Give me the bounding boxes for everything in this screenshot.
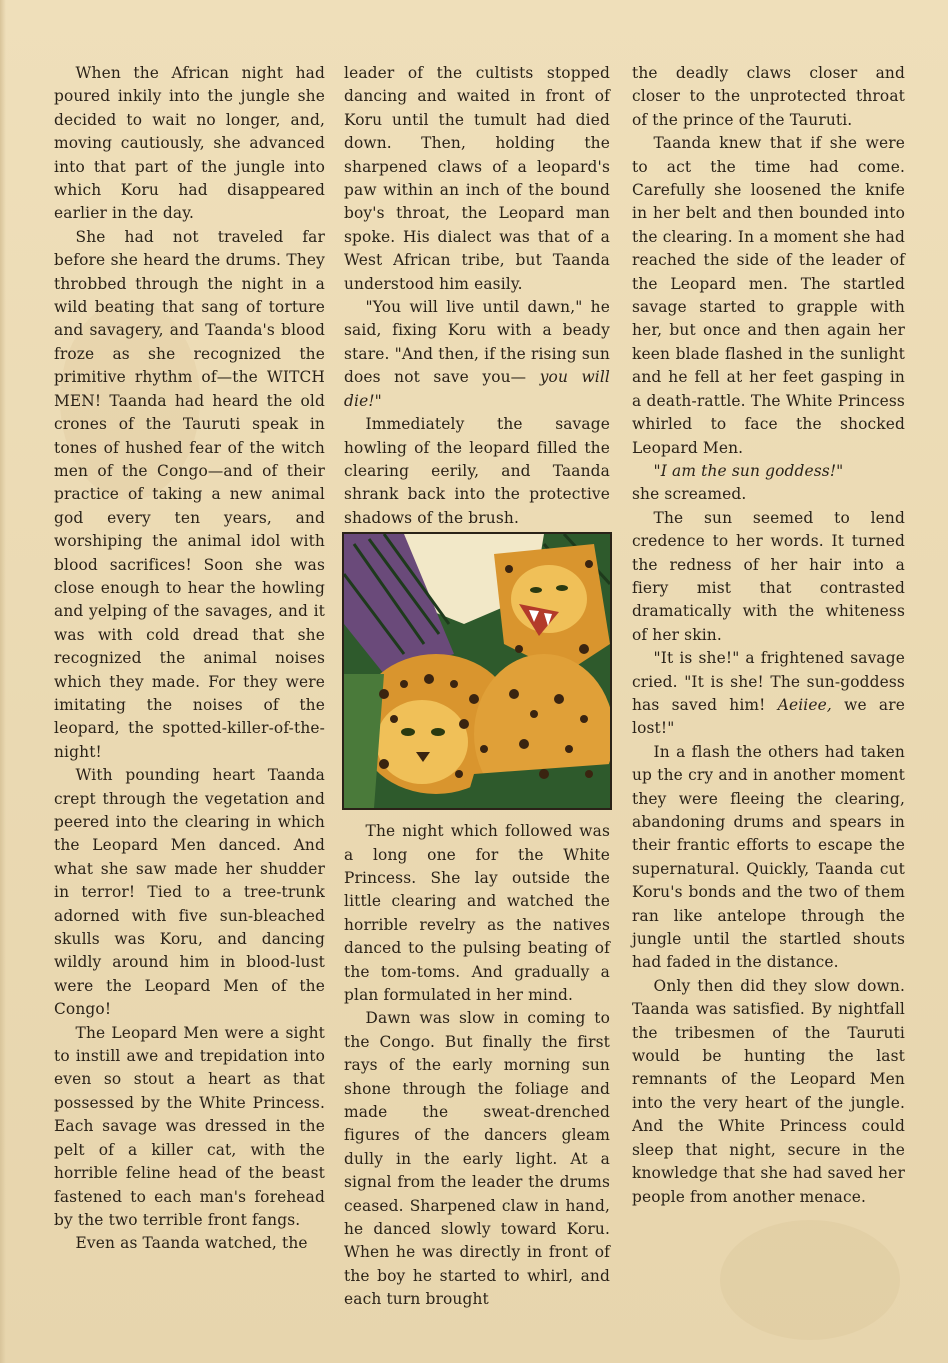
dialogue-text: "It is she!" a frightened savage cried. "It is she! The sun-goddess has saved him! [632, 649, 905, 714]
paper-stain [720, 1220, 900, 1340]
paragraph: She had not traveled far before she heard the drums. They throbbed through the night in a wild beating that sang of torture and savagery, and Taanda's blood froze as she recognized the primitive rhythm of—the WITCH MEN! Taanda had heard the old crones of the Tauruti speak in tones of hushed fear of the witch men of the Congo—and of their practice of taking a new animal god every ten years, and worshiping the animal idol with blood sacrifices! Soon she was close enough to hear the howling and yelping of the savages, and it was with cold dread that she recognized the animal noises which they made. For they were imitating the noises of the leopard, the spotted-killer-of-the-night! [54, 227, 325, 761]
paragraph [632, 460, 905, 507]
text-column-1 [54, 62, 325, 1256]
dialogue-text: "You will live until dawn," he said, fixing Koru with a beady stare. "And then, if the rising sun does not save you— [344, 298, 610, 387]
paragraph: When the African night had poured inkily into the jungle she decided to wait no longer, and, moving cautiously, she advanced into that part of the jungle into which Koru had disappeared earlier in the day. [54, 64, 325, 223]
paragraph: With pounding heart Taanda crept through the vegetation and peered into the clearing in which the Leopard Men danced. And what she saw made her shudder in terror! Tied to a tree-trunk adorned with five sun-bleached skulls was Koru, and dancing wildly around him in blood-lust were the Leopard Men of the Congo! [54, 766, 325, 1019]
leopard-image [344, 534, 610, 808]
paragraph: the deadly claws closer and closer to the unprotected throat of the prince of the Tauruti. [632, 64, 905, 129]
paragraph [632, 647, 905, 741]
paragraph-text: she screamed. [632, 485, 747, 504]
paragraph: Dawn was slow in coming to the Congo. But finally the first rays of the early morning sun shone through the foliage and made the sweat-drenched figures of the dancers gleam dully in the early light. At a signal from the leader the drums ceased. Sharpened claw in hand, he danced slowly toward Koru. When he was directly in front of the boy he started to whirl, and each turn brought [344, 1009, 610, 1309]
text-column-3 [632, 62, 905, 1209]
paragraph: Only then did they slow down. Taanda was satisfied. By nightfall the tribesmen of the Tauruti would be hunting the last remnants of the Leopard Men into the very heart of the jungle. And the White Princess could sleep that night, secure in the knowledge that she had saved her people from another menace. [632, 976, 905, 1206]
paragraph: The Leopard Men were a sight to instill awe and trepidation into even so stout a heart as that possessed by the White Princess. Each savage was dressed in the pelt of a killer cat, with the horrible feline head of the beast fastened to each man's forehead by the two terrible front fangs. [54, 1023, 325, 1229]
paragraph: The night which followed was a long one for the White Princess. She lay outside the little clearing and watched the horrible revelry as the natives danced to the pulsing beating of the tom-toms. And gradually a plan formulated in her mind. [344, 822, 610, 1004]
paragraph: Even as Taanda watched, the [75, 1234, 308, 1253]
leopard-illustration [342, 532, 612, 810]
paragraph: The sun seemed to lend credence to her words. It turned the redness of her hair into a fiery mist that contrasted dramatically with the whiteness of her skin. [632, 508, 905, 644]
paragraph: leader of the cultists stopped dancing and waited in front of Koru until the tumult had died down. Then, holding the sharpened claws of a leopard's paw within an inch of the bound boy's throat, the Leopard man spoke. His dialect was that of a West African tribe, but Taanda understood him easily. [344, 64, 610, 293]
page-gutter-shadow [0, 0, 6, 1363]
dialogue-italic: "I am the sun goddess!" [653, 461, 844, 480]
paragraph [344, 296, 610, 413]
paragraph: Immediately the savage howling of the leopard filled the clearing eerily, and Taanda shrank back into the protective shadows of the brush. [344, 415, 610, 527]
dialogue-italic: Aeiiee, [777, 695, 832, 714]
dialogue-text: we are lost!" [632, 695, 905, 738]
dialogue-italic: you will die!" [344, 368, 610, 410]
paragraph: Taanda knew that if she were to act the time had come. Carefully she loosened the knife in her belt and then bounded into the clearing. In a moment she had reached the side of the leader of the Leopard men. The startled savage started to grapple with her, but once and then again her keen blade flashed in the sunlight and he fell at her feet gasping in a death-rattle. The White Princess whirled to face the shocked Leopard Men. [632, 134, 905, 457]
paragraph: In a flash the others had taken up the cry and in another moment they were fleeing the clearing, abandoning drums and spears in their frantic efforts to escape the supernatural. Quickly, Taanda cut Koru's bonds and the two of them ran like antelope through the jungle until the startled shouts had faded in the distance. [632, 742, 905, 972]
